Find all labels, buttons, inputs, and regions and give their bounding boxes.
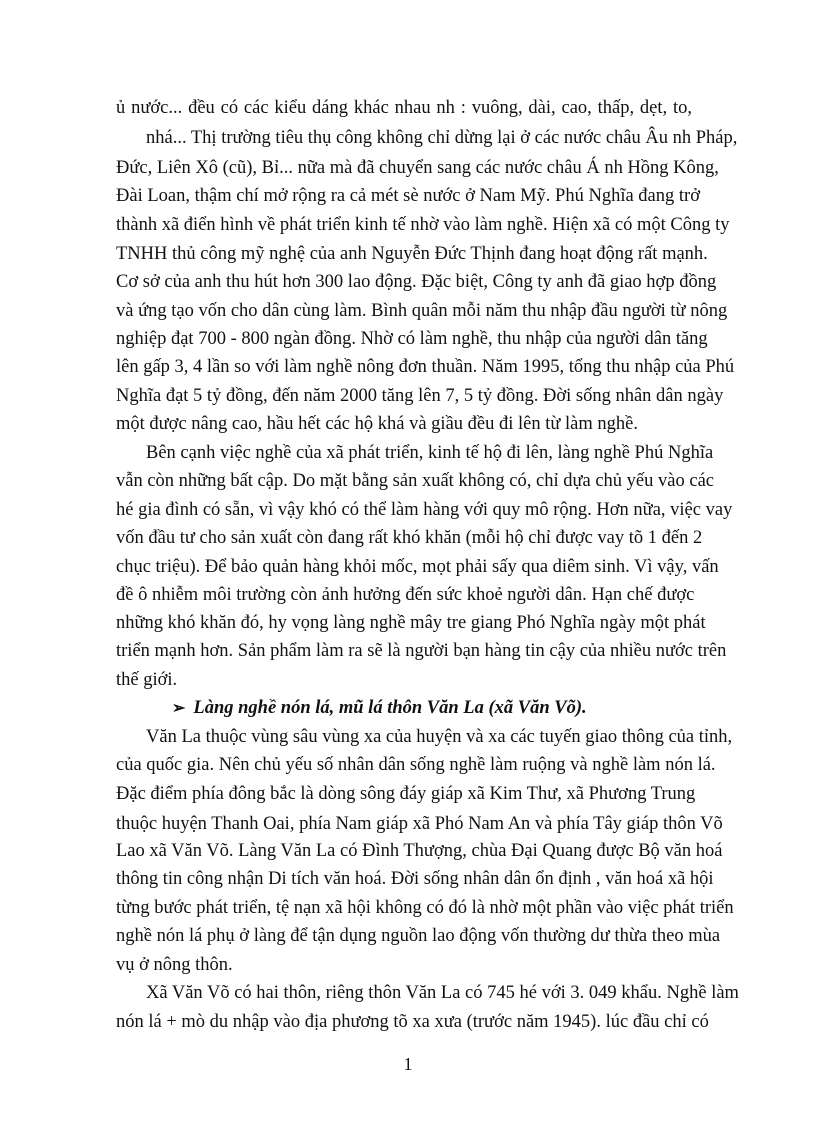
section-heading-text: Làng nghề nón lá, mũ lá thôn Văn La (xã Văn Võ). (193, 698, 587, 718)
text-line: Đài Loan, thậm chí mở rộng ra cả mét sè nước ở Nam Mỹ. Phú Nghĩa đang trở (116, 186, 700, 206)
text-line: đề ô nhiễm môi trường còn ảnh hưởng đến sức khoẻ người dân. Hạn chế được (116, 585, 695, 605)
text-line: vốn đầu tư cho sản xuất còn đang rất khó khăn (mỗi hộ chỉ được vay tõ 1 đến 2 (116, 528, 703, 548)
text-line: Xã Văn Võ có hai thôn, riêng thôn Văn La có 745 hé với 3. 049 khẩu. Nghề làm (146, 983, 739, 1003)
page-number: 1 (403, 1054, 413, 1074)
text-line: vụ ở nông thôn. (116, 955, 233, 975)
text-line: nón lá + mò du nhập vào địa phương tõ xa xưa (trước năm 1945). lúc đầu chỉ có (116, 1012, 709, 1032)
text-line: ủ nước... đều có các kiểu dáng khác nhau nh : vuông, dài, cao, thấp, dẹt, to, (116, 98, 692, 118)
text-line: và ứng tạo vốn cho dân cùng làm. Bình quân mỗi năm thu nhập đầu người từ nông (116, 301, 728, 321)
text-line: thông tin công nhận Di tích văn hoá. Đời sống nhân dân ổn định , văn hoá xã hội (116, 869, 714, 889)
text-line: Cơ sở của anh thu hút hơn 300 lao động. Đặc biệt, Công ty anh đã giao hợp đồng (116, 272, 717, 292)
text-line: nghiệp đạt 700 - 800 ngàn đồng. Nhờ có làm nghề, thu nhập của người dân tăng (116, 329, 708, 349)
text-line: TNHH thủ công mỹ nghệ của anh Nguyễn Đức Thịnh đang hoạt động rất mạnh. (116, 244, 708, 264)
text-line: nghề nón lá phụ ở làng để tận dụng nguồn lao động vốn thường dư thừa theo mùa (116, 926, 721, 946)
arrow-bullet-icon: ➢ (172, 700, 186, 717)
text-line: Bên cạnh việc nghề của xã phát triển, kinh tế hộ đi lên, làng nghề Phú Nghĩa (146, 443, 714, 463)
text-line: từng bước phát triển, tệ nạn xã hội không có đó là nhờ một phần vào việc phát triển (116, 898, 734, 918)
text-line: những khó khăn đó, hy vọng làng nghề mây tre giang Phó Nghĩa ngày một phát (116, 613, 706, 633)
text-line: vẫn còn những bất cập. Do mặt bằng sản xuất không có, chỉ dựa chủ yếu vào các (116, 471, 714, 491)
text-line: triển mạnh hơn. Sản phẩm làm ra sẽ là người bạn hàng tin cậy của nhiều nước trên (116, 641, 727, 661)
text-line: Đức, Liên Xô (cũ), Bỉ... nữa mà đã chuyển sang các nước châu Á nh Hồng Kông, (116, 158, 719, 178)
text-line: nhá... Thị trường tiêu thụ công không chỉ dừng lại ở các nước châu Âu nh Pháp, (146, 128, 738, 148)
text-line: Lao xã Văn Võ. Làng Văn La có Đình Thượng, chùa Đại Quang được Bộ văn hoá (116, 841, 723, 861)
text-line: chục triệu). Để bảo quản hàng khỏi mốc, mọt phải sấy qua diêm sinh. Vì vậy, vấn (116, 557, 719, 577)
section-heading (172, 697, 587, 720)
text-line: Nghĩa đạt 5 tỷ đồng, đến năm 2000 tăng lên 7, 5 tỷ đồng. Đời sống nhân dân ngày (116, 386, 724, 406)
text-line: thuộc huyện Thanh Oai, phía Nam giáp xã Phó Nam An và phía Tây giáp thôn Võ (116, 814, 723, 834)
text-line: của quốc gia. Nên chủ yếu số nhân dân sống nghề làm ruộng và nghề làm nón lá. (116, 755, 716, 775)
text-line: Đặc điểm phía đông bắc là dòng sông đáy giáp xã Kim Thư, xã Phương Trung (116, 784, 696, 804)
text-line: thành xã điển hình về phát triển kinh tế nhờ vào làm nghề. Hiện xã có một Công ty (116, 215, 730, 235)
text-line: Văn La thuộc vùng sâu vùng xa của huyện và xa các tuyến giao thông của tỉnh, (146, 727, 733, 747)
text-line: một được nâng cao, hầu hết các hộ khá và giầu đều đi lên từ làm nghề. (116, 414, 638, 434)
text-line: lên gấp 3, 4 lần so với làm nghề nông đơn thuần. Năm 1995, tổng thu nhập của Phú (116, 357, 735, 377)
text-line: hé gia đình có sẵn, vì vậy khó có thể làm hàng với quy mô rộng. Hơn nữa, việc vay (116, 500, 733, 520)
text-line: thế giới. (116, 670, 178, 690)
